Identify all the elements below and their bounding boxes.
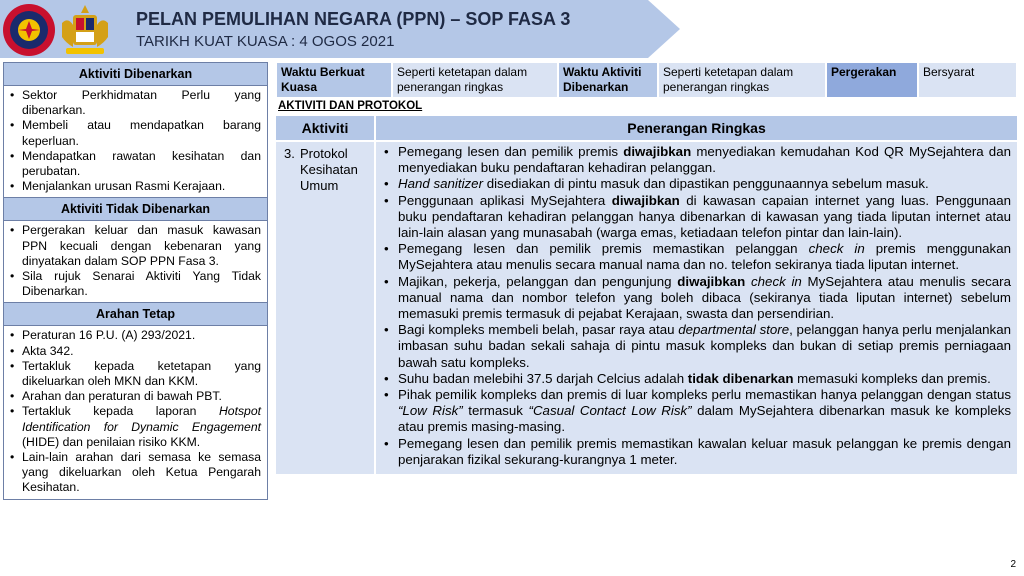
- list-item: • Mendapatkan rawatan kesihatan dan perubatan.: [10, 149, 261, 179]
- list-item: • Arahan dan peraturan di bawah PBT.: [10, 389, 261, 404]
- activity-name: Protokol Kesihatan Umum: [300, 146, 358, 193]
- list-item: • Majikan, pekerja, pelanggan dan pengunjung diwajibkan check in MySejahtera atau menulis secara manual nama dan nombor telefon yang boleh dibaca (sekiranya tiada liputan internet) sebelum memasuki premis termasuk di pejabat Kerajaan, swasta dan persendirian.: [384, 274, 1011, 323]
- section-heading: Aktiviti Tidak Dibenarkan: [4, 198, 267, 221]
- section-heading: Aktiviti Dibenarkan: [4, 63, 267, 86]
- movement-label: Pergerakan: [826, 62, 918, 98]
- government-seal-icon: [2, 3, 56, 57]
- disallowed-activities-section: [3, 197, 268, 302]
- list-item: • Pemegang lesen dan pemilik premis memastikan kawalan keluar masuk pelanggan ke premis dengan penjarakan fizikal sekurang-kurangnya 1 meter.: [384, 436, 1011, 468]
- list-item: • Penggunaan aplikasi MySejahtera diwajibkan di kawasan capaian internet yang luas. Penggunaan buku pendaftaran kehadiran pelanggan hanya dibenarkan di kawasan yang tiada liputan internet atau lain-lain alasan yang munasabah (warga emas, ketiadaan telefon pintar dan lain-lain).: [384, 193, 1011, 242]
- hide-prefix: Tertakluk kepada laporan: [22, 404, 219, 419]
- section-label: AKTIVITI DAN PROTOKOL: [278, 100, 423, 112]
- section-heading: Arahan Tetap: [4, 303, 267, 326]
- list-item: • Hand sanitizer disediakan di pintu masuk dan dipastikan penggunaannya sebelum masuk.: [384, 176, 1011, 192]
- list-item: [10, 404, 261, 450]
- hide-term: Hotspot Identification for Dynamic Engagement: [22, 404, 261, 434]
- list-item: • Suhu badan melebihi 37.5 darjah Celcius adalah tidak dibenarkan memasuki kompleks dan premis.: [384, 371, 1011, 387]
- table-row: [276, 140, 1017, 474]
- description-cell: [376, 142, 1017, 474]
- activity-number: 3.: [284, 146, 295, 161]
- allowed-activities-section: [3, 62, 268, 197]
- table-header: [276, 116, 1017, 140]
- list-item: • Tertakluk kepada ketetapan yang dikeluarkan oleh MKN dan KKM.: [10, 359, 261, 389]
- hide-suffix: (HIDE) dan penilaian risiko KKM.: [22, 434, 201, 449]
- list-item: • Peraturan 16 P.U. (A) 293/2021.: [10, 328, 261, 343]
- column-header-activity: Aktiviti: [276, 116, 376, 140]
- page-title: PELAN PEMULIHAN NEGARA (PPN) – SOP FASA 3: [136, 9, 571, 29]
- malaysia-coat-of-arms-icon: [58, 3, 112, 57]
- effective-time-label: Waktu Berkuat Kuasa: [276, 62, 392, 98]
- activity-cell: [276, 142, 376, 474]
- protocol-table: [276, 116, 1017, 474]
- activity-time-value: Seperti ketetapan dalam penerangan ringkas: [658, 62, 826, 98]
- page-number: 2: [1010, 559, 1016, 570]
- standing-orders-section: [3, 302, 268, 499]
- list-item: • Lain-lain arahan dari semasa ke semasa yang dikeluarkan oleh Ketua Pengarah Kesihatan.: [10, 450, 261, 496]
- effective-date: TARIKH KUAT KUASA : 4 OGOS 2021: [136, 33, 395, 50]
- list-item: • Sila rujuk Senarai Aktiviti Yang Tidak Dibenarkan.: [10, 269, 261, 299]
- left-panel: [3, 62, 268, 500]
- column-header-description: Penerangan Ringkas: [376, 116, 1017, 140]
- list-item: • Akta 342.: [10, 344, 261, 359]
- activity-time-label: Waktu Aktiviti Dibenarkan: [558, 62, 658, 98]
- list-item: • Menjalankan urusan Rasmi Kerajaan.: [10, 179, 261, 194]
- info-row: [276, 62, 1017, 98]
- list-item: • Pihak pemilik kompleks dan premis di luar kompleks perlu memastikan hanya pelanggan dengan status “Low Risk” termasuk “Casual Contact Low Risk” dalam MySejahtera dibenarkan masuk ke kompleks atau premis masing-masing.: [384, 387, 1011, 436]
- list-item: • Membeli atau mendapatkan barang keperluan.: [10, 118, 261, 148]
- effective-time-value: Seperti ketetapan dalam penerangan ringkas: [392, 62, 558, 98]
- list-item: • Pergerakan keluar dan masuk kawasan PPN kecuali dengan kebenaran yang dinyatakan dalam SOP PPN Fasa 3.: [10, 223, 261, 269]
- movement-value: Bersyarat: [918, 62, 1017, 98]
- list-item: • Pemegang lesen dan pemilik premis diwajibkan menyediakan kemudahan Kod QR MySejahtera dan menyediakan buku pendaftaran kehadiran pelanggan.: [384, 144, 1011, 176]
- list-item: • Sektor Perkhidmatan Perlu yang dibenarkan.: [10, 88, 261, 118]
- list-item: • Bagi kompleks membeli belah, pasar raya atau departmental store, pelanggan hanya perlu menjalankan imbasan suhu badan sekali sahaja di pintu masuk kompleks dan bukan di setiap premis perniagaan bawah satu kompleks.: [384, 322, 1011, 371]
- list-item: • Pemegang lesen dan pemilik premis memastikan pelanggan check in premis menggunakan MySejahtera atau menulis secara manual nama dan no. telefon sekiranya tiada liputan internet.: [384, 241, 1011, 273]
